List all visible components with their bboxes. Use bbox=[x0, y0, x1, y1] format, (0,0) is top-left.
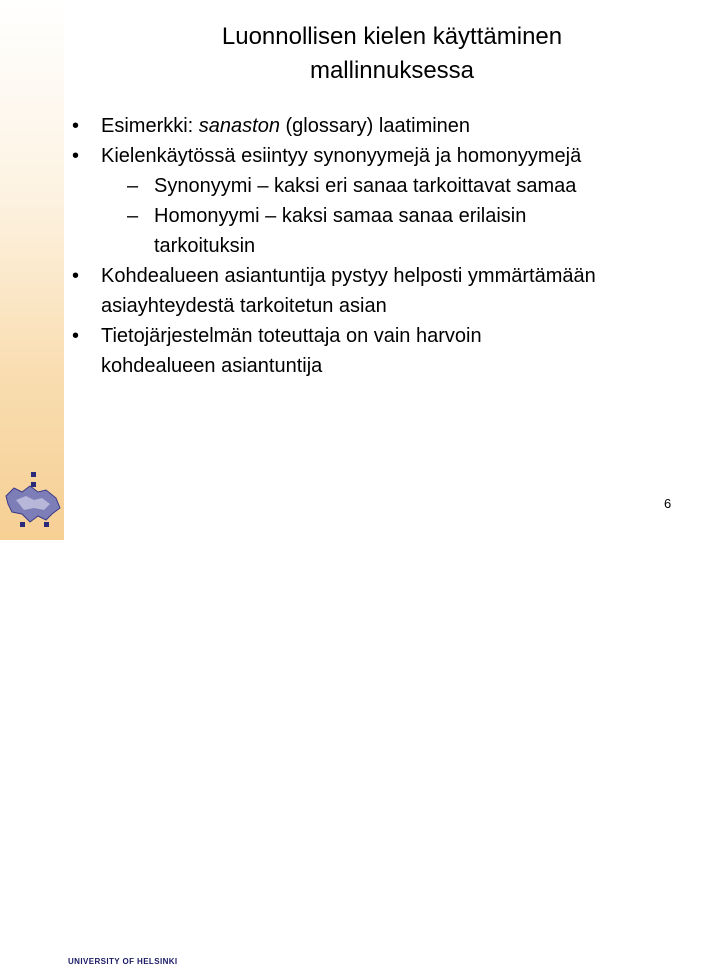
sub-bullet-1: – Synonyymi – kaksi eri sanaa tarkoittavat samaa bbox=[72, 171, 702, 201]
helsinki-university-emblem-icon bbox=[0, 462, 70, 532]
bullet-1-emphasis: sanaston bbox=[198, 115, 280, 137]
bullet-3: • Kohdealueen asiantuntija pystyy helposti ymmärtämään asiayhteydestä tarkoitetun asian bbox=[72, 261, 701, 321]
bullet-4: • Tietojärjestelmän toteuttaja on vain harvoin kohdealueen asiantuntija bbox=[72, 321, 571, 381]
title-line-1: Luonnollisen kielen käyttäminen bbox=[221, 23, 563, 50]
bullet-1-suffix: (glossary) laatiminen bbox=[279, 115, 471, 137]
title-line-2: mallinnuksessa bbox=[309, 57, 475, 84]
sub-bullet-2: – Homonyymi – kaksi samaa sanaa erilaisin tarkoituksin bbox=[72, 201, 534, 261]
left-gradient-band bbox=[0, 0, 64, 540]
slide-body bbox=[72, 111, 702, 381]
slide-title bbox=[64, 20, 720, 88]
bullet-1 bbox=[72, 111, 702, 141]
university-logo bbox=[0, 462, 230, 966]
page-number: 6 bbox=[664, 496, 672, 511]
bullet-1-prefix: Esimerkki: bbox=[101, 115, 199, 137]
university-name: UNIVERSITY OF HELSINKI bbox=[68, 957, 178, 966]
bullet-2: • Kielenkäytössä esiintyy synonyymejä ja homonyymejä bbox=[72, 141, 702, 171]
